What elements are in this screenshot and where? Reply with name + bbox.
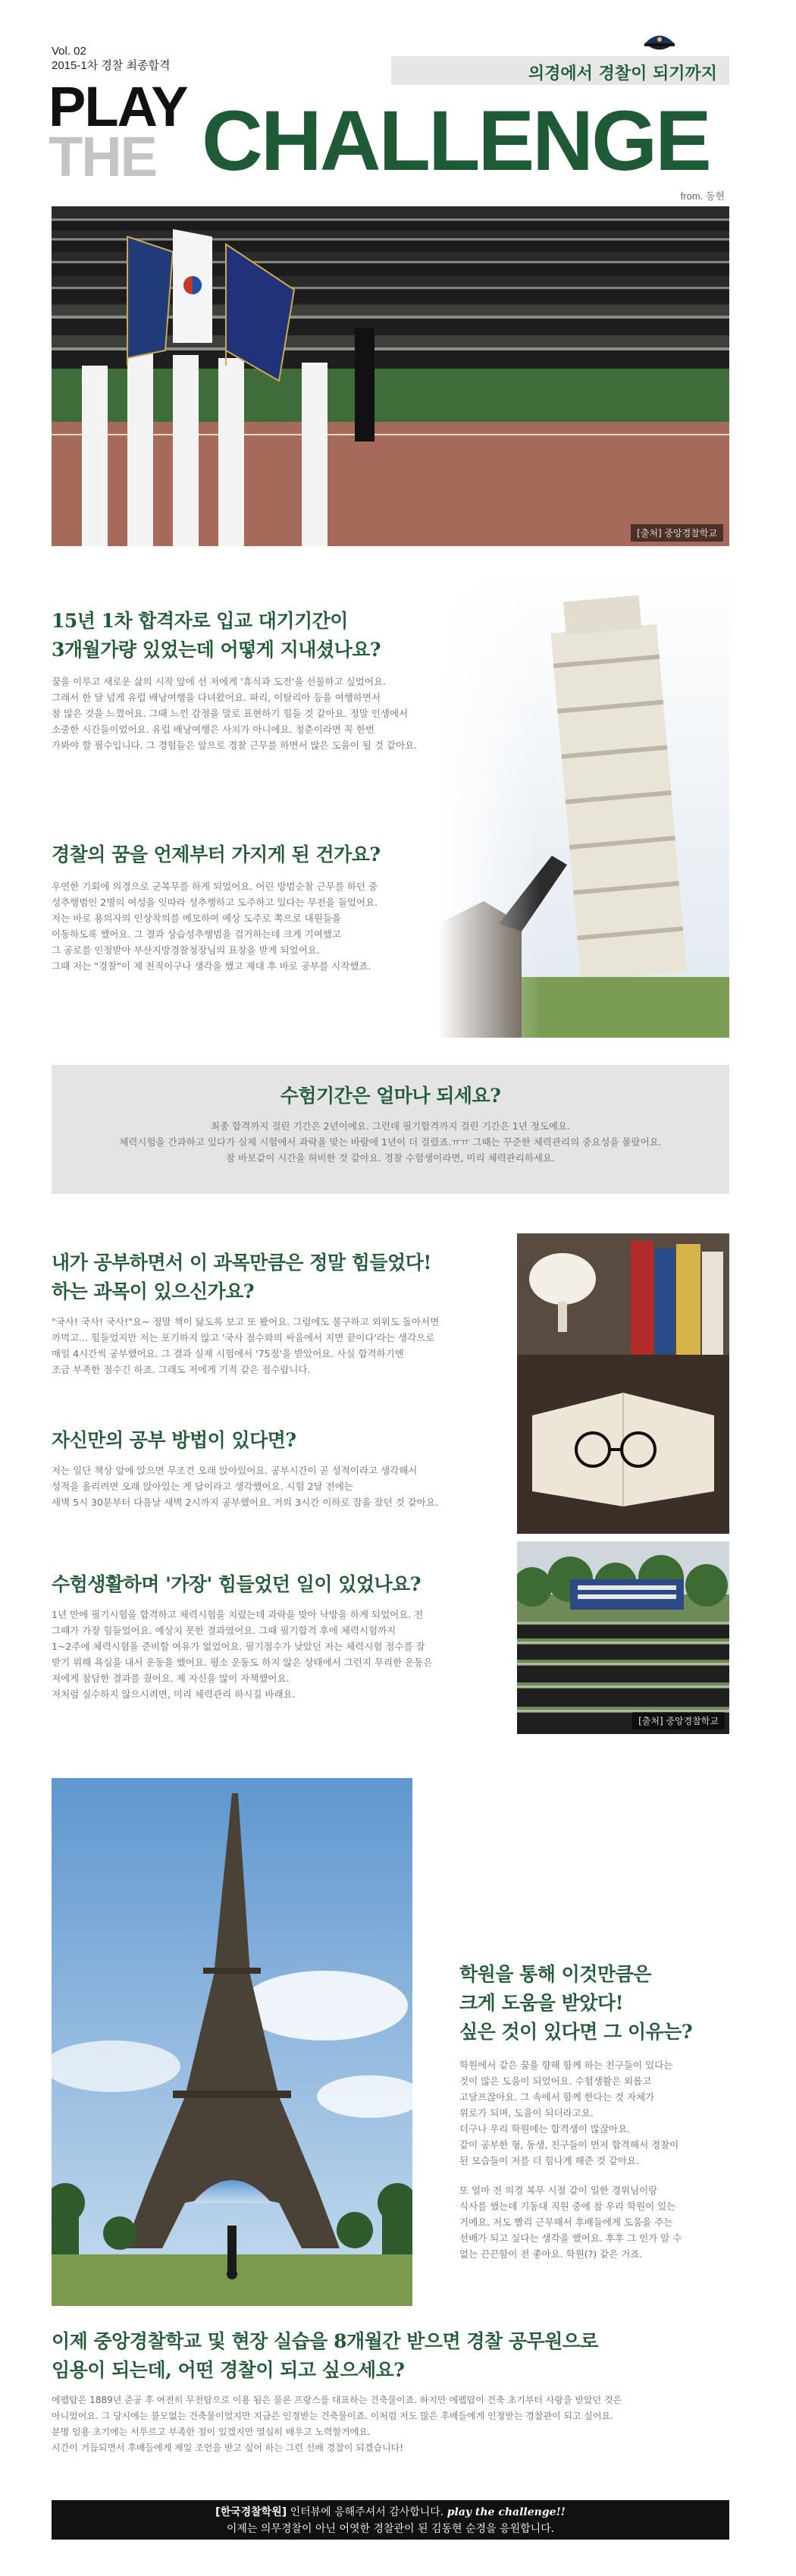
answer-line: 아니었어요. 그 당시에는 불모없는 건축물이었지만 지금은 인정받는 건축물이죠. 이처럼 저도 많은 후배들에게 인정받는 경찰관이 되고 싶어요. [52, 2411, 614, 2421]
pisa-tower-photo [438, 567, 729, 1038]
eiffel-illustration [52, 1778, 412, 2306]
answer-line: 까먹고... 힘들었지만 저는 포기하지 않고 '국사 점수와의 싸움에서 지면 끝이다'라는 생각으로 [52, 1332, 435, 1343]
answer-line: 에펠탑은 1889년 준공 후 여전히 무전탑으로 이용 됨은 물론 프랑스를 대표하는 건축물이죠. 하지만 에펠탑이 건축 초기부터 사랑을 받았던 것은 [52, 2395, 622, 2405]
footer-line-1 [52, 2504, 729, 2521]
section-future-plans [52, 2327, 734, 2456]
answer-text [52, 1462, 491, 1510]
answer-line: 1년 만에 필기시험을 합격하고 체력시험을 치렀는데 과락을 맞아 낙방을 하게 되었어요. 전 [52, 1609, 424, 1620]
question-heading [52, 2327, 734, 2385]
answer-line: 가봐야 할 필수입니다. 그 경험들은 앞으로 경찰 근무를 하면서 많은 도움이 될 것 같아요. [52, 740, 418, 751]
graduation-ceremony-photo [517, 1541, 729, 1734]
question-heading [52, 1249, 491, 1306]
title-play: PLAY [49, 75, 187, 138]
footer-slogan: play the challenge!! [447, 2506, 566, 2518]
answer-line: "국사! 국사! 국사!"요~ 정말 책이 닳도록 보고 또 봤어요. 그럼에도 불구하고 외워도 돌아서면 [52, 1316, 440, 1327]
section-exam-period [52, 1065, 729, 1194]
answer-line: 1~2주에 체력시험을 준비할 여유가 없었어요. 필기점수가 낮았던 저는 체력시험 점수를 잘 [52, 1641, 425, 1652]
answer-line: 고달프잖아요. 그 속에서 함께 한다는 것 자체가 [459, 2091, 655, 2103]
answer-line: 선배가 되고 싶다는 생각을 했어요. 후후 그 인가 알 수 [459, 2232, 682, 2244]
issue-subtitle: 2015-1차 경찰 최종합격 [52, 59, 171, 72]
question-line: 하는 과목이 있으신가요? [52, 1280, 255, 1302]
graduation-illustration [517, 1541, 729, 1734]
answer-line: 된 모습들이 저를 더 힘나게 해준 것 같아요. [459, 2155, 640, 2166]
academy-name: [한국경찰학원] [215, 2506, 287, 2518]
paragraph-spacer [459, 2169, 732, 2182]
answer-line: 같이 공부한 형, 동생, 친구들이 먼저 합격해서 경찰이 [459, 2139, 679, 2150]
question-heading [459, 1960, 732, 2047]
answer-line: 그래서 한 달 넘게 유럽 배낭여행을 다녀왔어요. 파리, 이탈리아 등을 여행하면서 [52, 692, 381, 703]
answer-line: 위로가 되며, 도움이 되더라고요. [459, 2107, 594, 2119]
issue-info [52, 44, 170, 73]
ceremony-illustration [52, 206, 729, 546]
answer-line: 더구나 우리 학원에는 합격생이 많잖아요. [459, 2123, 631, 2135]
answer-text [52, 1607, 491, 1702]
answer-line: 꿈을 이루고 새로운 삶의 시작 앞에 선 저에게 '휴식과 도전'을 선물하고 싶었어요. [52, 676, 386, 687]
section-study-method [52, 1426, 491, 1510]
answer-line: 식사를 했는데 기동대 직원 중에 참 우리 학원이 있는 [459, 2201, 676, 2212]
hero-photo-ceremony [52, 206, 729, 546]
answer-line: 것이 많은 도움이 되었어요. 수험생활은 외롭고 [459, 2075, 652, 2087]
question-heading: 자신만의 공부 방법이 있다면? [52, 1429, 296, 1451]
title-the: THE [49, 125, 156, 188]
answer-line: 성추행범인 2명의 여성을 잇따라 성추행하고 도주하고 있다는 무전을 들었어요. [52, 897, 378, 908]
question-line: 크게 도움을 받았다! [459, 1992, 624, 2014]
question-heading: 수험기간은 얼마나 되세요? [280, 1085, 501, 1107]
footer-line-2: 이제는 의무경찰이 아닌 어엿한 경찰관이 된 김동현 순경을 응원합니다. [226, 2523, 555, 2535]
question-heading [52, 607, 461, 664]
answer-line: 저에게 참담한 결과를 줬어요. 제 자신을 많이 자책했어요. [52, 1673, 290, 1684]
eiffel-tower-photo [52, 1778, 412, 2306]
answer-line: 최종 합격까지 걸린 기간은 2년이에요. 그런데 필기합격까지 걸린 기간은 1년 정도예요. [210, 1120, 571, 1132]
answer-text [52, 878, 461, 974]
footer-thanks: 인터뷰에 응해주셔서 감사합니다. [287, 2506, 447, 2518]
question-line: 3개월가량 있었는데 어떻게 지내셨나요? [52, 639, 381, 661]
graduation-photo-caption: [출처] 중앙경찰학교 [632, 1712, 725, 1729]
desk-books-photo [517, 1233, 729, 1534]
answer-line: 학원에서 같은 꿈을 향해 함께 하는 친구들이 있다는 [459, 2059, 673, 2071]
answer-line: 매일 4시간씩 공부했어요. 그 결과 실제 시험에서 '75점'을 받았어요. 사실 합격하기엔 [52, 1348, 404, 1359]
answer-line: 거예요. 저도 빨리 근무해서 후배들에게 도움을 주는 [459, 2216, 673, 2228]
answer-text [459, 2057, 732, 2262]
section-academy-help [459, 1960, 732, 2262]
volume-label: Vol. 02 [52, 45, 86, 58]
answer-text [52, 1111, 729, 1166]
question-line: 학원을 통해 이것만큼은 [459, 1963, 651, 1985]
question-line: 임용이 되는데, 어떤 경찰이 되고 싶으세요? [52, 2359, 405, 2381]
answer-line: 저는 일단 책상 앞에 앉으면 무조건 오래 앉아있어요. 공부시간이 곧 성적이라고 생각해서 [52, 1465, 418, 1476]
answer-line: 분명 임용 초기에는 서투르고 부족한 점이 있겠지만 열심히 배우고 노력할거에요. [52, 2427, 371, 2437]
answer-line: 또 얼마 전 의경 복무 시절 같이 일한 경위님이랑 [459, 2185, 658, 2196]
answer-line: 시간이 거듭되면서 후배들에게 제일 조언을 받고 싶어 하는 그런 선배 경찰이 되겠습니다! [52, 2442, 404, 2453]
answer-line: 그 공로를 인정받아 부산지방경찰청장님의 표창을 받게 되었어요. [52, 944, 320, 956]
answer-line: 그때가 가장 힘들었어요. 예상치 못한 결과였어요. 그때 필기합격 후에 체력시험까지 [52, 1625, 396, 1636]
hero-photo-caption: [출처] 중앙경찰학교 [631, 524, 723, 542]
question-line: 싶은 것이 있다면 그 이유는? [459, 2021, 693, 2043]
question-heading: 경찰의 꿈을 언제부터 가지게 된 건가요? [52, 843, 381, 865]
answer-text [52, 674, 461, 753]
answer-line: 참 바보같이 시간을 허비한 것 같아요. 경찰 수험생이라면, 미리 체력관리하세요. [225, 1152, 556, 1164]
answer-line: 소중한 시간들이었어요. 유럽 배낭여행은 사치가 아니에요. 청춘이라면 꼭 한번 [52, 724, 375, 735]
section-dream-origin [52, 840, 461, 974]
police-cap-icon [641, 32, 678, 52]
answer-line: 없는 끈끈함이 전 좋아요. 학원(?) 같은 거죠. [459, 2248, 643, 2260]
answer-text [52, 2392, 734, 2456]
section-hard-subject [52, 1249, 491, 1378]
tagline-banner: 의경에서 경찰이 되기까지 [391, 56, 729, 85]
question-line: 이제 중앙경찰학교 및 현장 실습을 8개월간 받으면 경찰 공무원으로 [52, 2330, 599, 2352]
footer-banner [52, 2500, 729, 2540]
question-heading: 수험생활하며 '가장' 힘들었던 일이 있었나요? [52, 1573, 421, 1595]
answer-line: 체력시험을 간과하고 있다가 실제 시험에서 과락을 맞는 바람에 1년이 더 걸렸죠.ㅠㅠ 그때는 꾸준한 체력관리의 중요성을 몰랐어요. [119, 1136, 662, 1148]
answer-line: 참 많은 것을 느꼈어요. 그때 느낀 감정을 말로 표현하기 힘들 것 같아요. 정말 인생에서 [52, 708, 409, 719]
answer-line: 저처럼 실수하지 않으시려면, 미리 체력관리 하시길 바래요. [52, 1689, 296, 1700]
question-line: 15년 1차 합격자로 입교 대기기간이 [52, 610, 348, 632]
answer-line: 이동하도록 했어요. 그 결과 상습성추행범을 검거하는데 크게 기여했고 [52, 928, 341, 940]
section-hardest-moment [52, 1570, 491, 1702]
answer-line: 조금 부족한 점수긴 하죠. 그래도 저에게 기적 같은 점수랍니다. [52, 1364, 311, 1375]
pisa-illustration [438, 567, 729, 1038]
desk-illustration [517, 1233, 729, 1534]
answer-line: 받기 위해 욕심을 내서 운동을 했어요. 평소 운동도 하지 않은 상태에서 그런지 무리한 운동은 [52, 1657, 433, 1668]
section-waiting-period [52, 607, 461, 753]
answer-line: 성적을 올리려면 오래 앉아있는 게 답이라고 생각했어요. 시험 2달 전에는 [52, 1481, 353, 1492]
author-credit: from. 동현 [680, 190, 725, 202]
answer-text [52, 1314, 491, 1378]
masthead [0, 0, 796, 202]
question-line: 내가 공부하면서 이 과목만큼은 정말 힘들었다! [52, 1252, 431, 1274]
answer-line: 그때 저는 "경찰"이 제 천직이구나 생각을 했고 제대 후 바로 공부를 시작했죠. [52, 960, 371, 972]
answer-line: 저는 바로 용의자의 인상착의를 메모하여 예상 도주로 쪽으로 대원들을 [52, 913, 341, 924]
title-challenge: CHALLENGE [202, 93, 710, 188]
answer-line: 우연한 기회에 의경으로 군복무를 하게 되었어요. 어린 방범순찰 근무를 하던 중 [52, 881, 378, 892]
answer-line: 새벽 5시 30분부터 다음날 새벽 2시까지 공부했어요. 거의 3시간 이하로 잠을 잤던 것 같아요. [52, 1497, 438, 1508]
